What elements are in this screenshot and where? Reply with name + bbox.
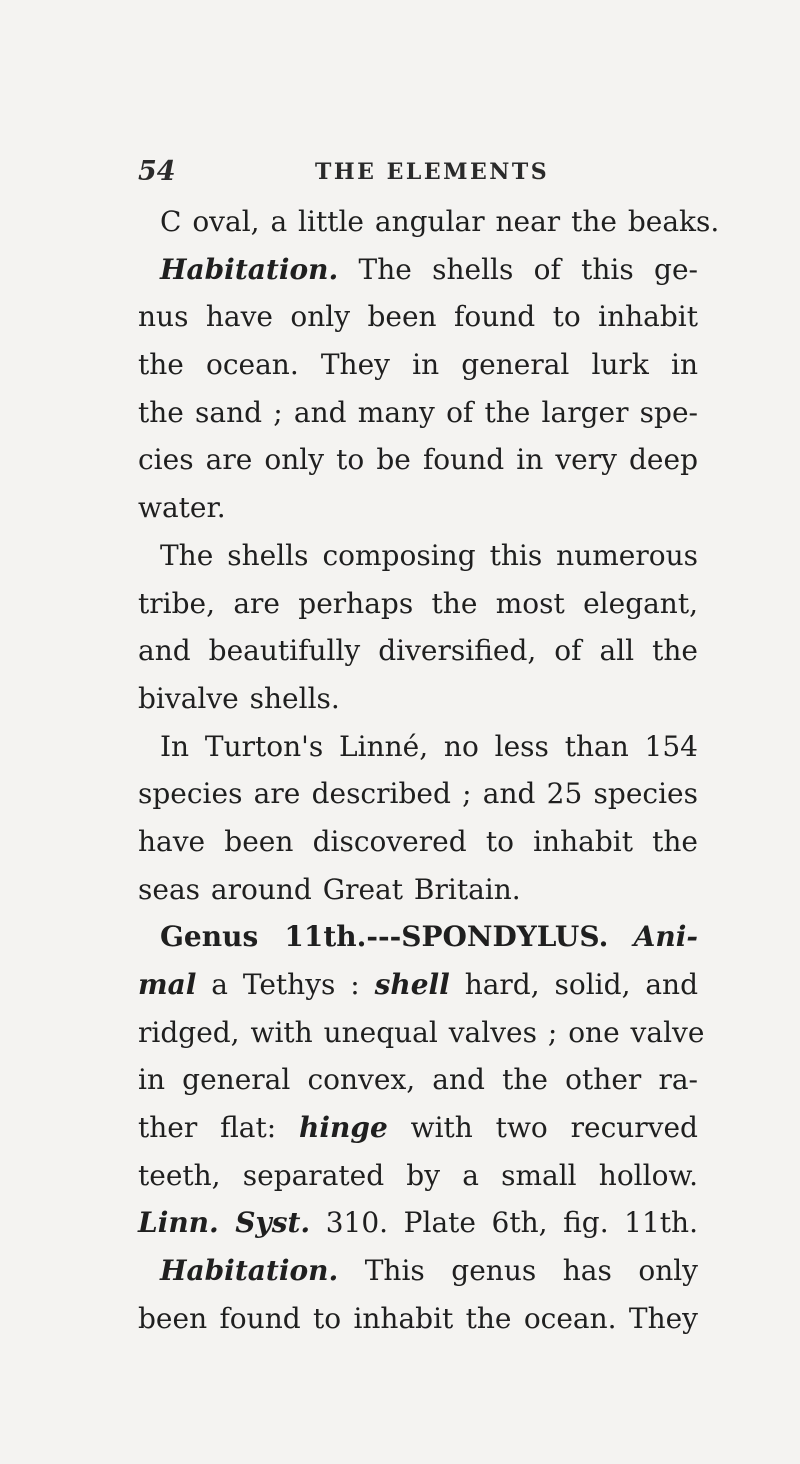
text-segment: species are described ; and 25 species (138, 777, 698, 811)
text-segment: This genus has only (338, 1254, 698, 1288)
text-line (138, 1295, 698, 1343)
text-line (138, 532, 698, 580)
text-segment: hard, solid, and (449, 968, 698, 1001)
text-line (138, 293, 698, 341)
text-segment: in general convex, and the other ra- (138, 1063, 698, 1097)
text-line (138, 436, 698, 484)
italic-term: Habitation. (160, 252, 339, 286)
text-line (138, 580, 698, 628)
text-line (138, 627, 698, 675)
text-segment: C oval, a little angular near the beaks. (160, 205, 720, 238)
text-segment: nus have only been found to inhabit (138, 300, 698, 334)
text-segment: seas around Great Britain. (138, 872, 521, 906)
text-segment: In Turton's Linné, no less than 154 (160, 729, 698, 763)
text-line (138, 1152, 698, 1200)
text-line (138, 913, 698, 961)
text-line (138, 389, 698, 437)
text-line (138, 246, 698, 294)
text-segment: ridged, with unequal valves ; one valve (138, 1015, 705, 1049)
italic-term: Linn. Syst. (138, 1206, 311, 1240)
running-head (138, 156, 698, 196)
text-segment: been found to inhabit the ocean. They (138, 1301, 698, 1335)
text-line (138, 484, 698, 532)
text-line (138, 1199, 698, 1247)
body-text (138, 198, 720, 1343)
text-segment: bivalve shells. (138, 681, 340, 715)
text-line (138, 198, 720, 246)
italic-term: hinge (299, 1111, 388, 1145)
text-line (138, 723, 698, 771)
italic-term: mal (138, 968, 197, 1001)
text-line (138, 1247, 698, 1295)
text-segment: cies are only to be found in very deep (138, 443, 698, 477)
italic-term: Ani- (633, 920, 698, 954)
italic-term: shell (374, 968, 450, 1001)
text-segment: The shells of this ge- (338, 252, 698, 286)
text-segment: a Tethys : (196, 968, 375, 1001)
text-segment: the sand ; and many of the larger spe- (138, 395, 698, 429)
text-line (138, 1009, 705, 1057)
text-segment (608, 920, 633, 953)
text-segment: with two recurved (387, 1111, 698, 1145)
text-segment: water. (138, 491, 226, 525)
text-line (138, 1104, 698, 1152)
text-segment: teeth, separated by a small hollow. (138, 1158, 698, 1192)
text-line (138, 866, 698, 914)
text-segment: have been discovered to inhabit the (138, 824, 698, 858)
text-segment: 310. Plate 6th, fig. 11th. (310, 1206, 698, 1240)
text-line (138, 818, 698, 866)
genus-heading: Genus 11th.---SPONDYLUS. (160, 920, 609, 954)
text-line (138, 675, 698, 723)
text-line (138, 341, 698, 389)
text-segment: the ocean. They in general lurk in (138, 348, 698, 382)
text-line (138, 770, 698, 818)
italic-term: Habitation. (160, 1254, 339, 1288)
page-number: 54 (138, 156, 176, 187)
text-segment: and beautifully diversified, of all the (138, 634, 698, 668)
text-segment: ther flat: (138, 1111, 300, 1145)
running-title: THE ELEMENTS (315, 159, 550, 185)
text-segment: The shells composing this numerous (160, 538, 698, 572)
text-line (138, 961, 698, 1009)
text-segment: tribe, are perhaps the most elegant, (138, 586, 698, 620)
text-line (138, 1056, 698, 1104)
